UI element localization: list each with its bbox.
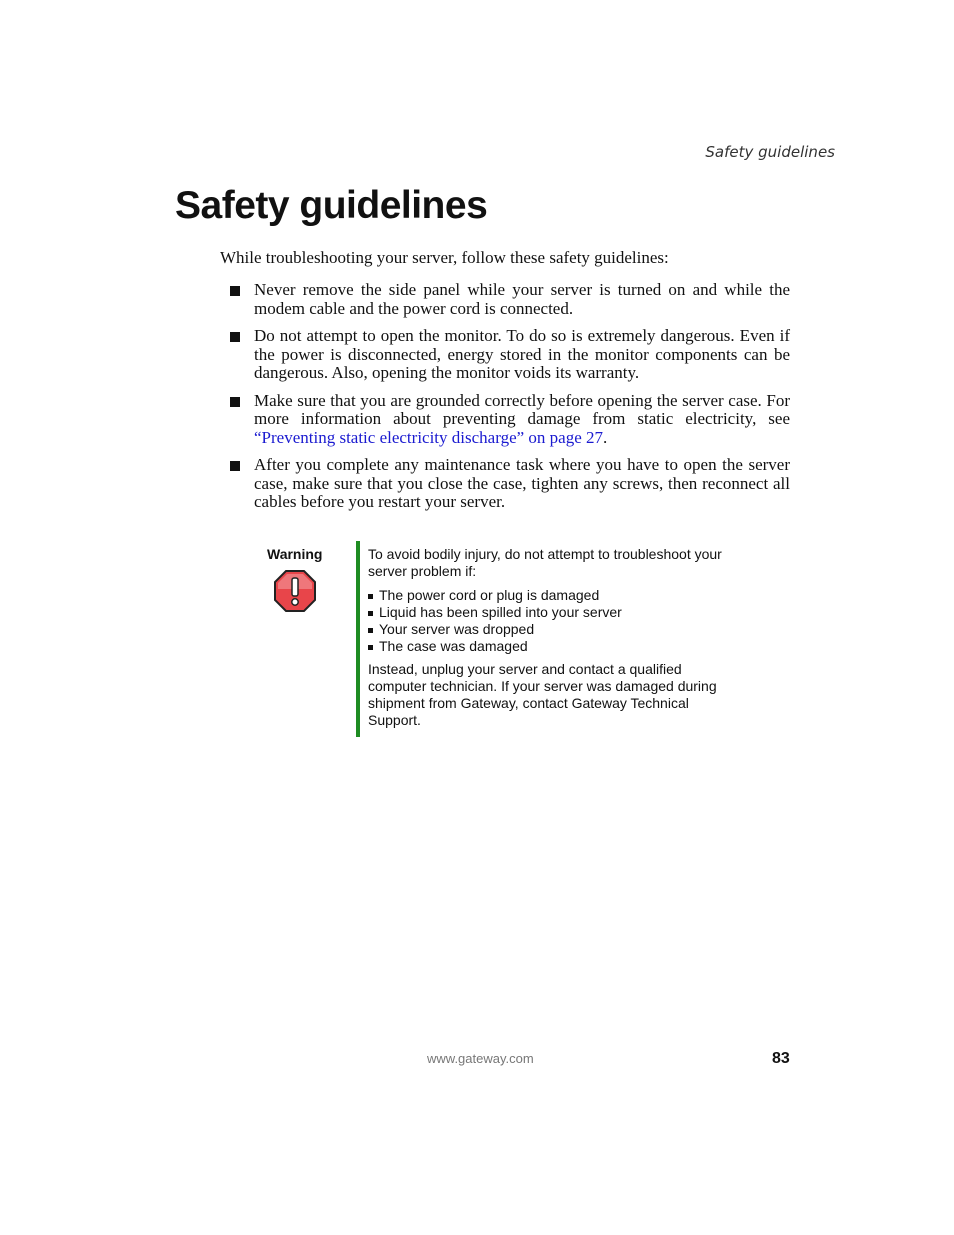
list-item-text [254, 391, 790, 447]
page-title: Safety guidelines [175, 184, 488, 227]
warning-body [368, 546, 738, 729]
list-item [230, 456, 790, 512]
footer-url: www.gateway.com [427, 1051, 534, 1066]
static-electricity-link[interactable]: “Preventing static electricity discharge” on page 27 [254, 427, 603, 447]
running-header: Safety guidelines [705, 143, 835, 161]
square-bullet-icon [230, 332, 240, 342]
page-number: 83 [772, 1050, 790, 1067]
safety-guidelines-list [230, 281, 790, 521]
list-item-text-before: Make sure that you are grounded correctly before opening the server case. For more information about preventing damage from static electricity, see [254, 390, 790, 428]
list-item [230, 392, 790, 448]
warning-stop-icon [273, 569, 317, 613]
list-item-text: Do not attempt to open the monitor. To do so is extremely dangerous. Even if the power is disconnected, energy stored in the monitor components can be dangerous. Also, opening the monitor voids its warranty. [254, 326, 790, 382]
list-item: The power cord or plug is damaged [368, 587, 738, 604]
list-item: Your server was dropped [368, 621, 738, 638]
warning-side-bar [356, 541, 360, 737]
warning-conditions-list [368, 587, 738, 655]
list-item [230, 281, 790, 318]
square-bullet-icon [230, 397, 240, 407]
list-item-text-after: . [603, 427, 608, 447]
warning-label: Warning [267, 546, 323, 562]
square-bullet-icon [230, 286, 240, 296]
list-item-text: After you complete any maintenance task where you have to open the server case, make sure that you close the case, tighten any screws, then reconnect all cables before you restart your server. [254, 455, 790, 511]
square-bullet-icon [230, 461, 240, 471]
warning-closing: Instead, unplug your server and contact a qualified computer technician. If your server was damaged during shipment from Gateway, contact Gateway Technical Support. [368, 661, 717, 728]
list-item-text: Never remove the side panel while your server is turned on and while the modem cable and the power cord is connected. [254, 280, 790, 318]
list-item: The case was damaged [368, 638, 738, 655]
warning-intro: To avoid bodily injury, do not attempt to troubleshoot your server problem if: [368, 546, 722, 579]
intro-paragraph: While troubleshooting your server, follow these safety guidelines: [220, 248, 669, 267]
list-item: Liquid has been spilled into your server [368, 604, 738, 621]
list-item [230, 327, 790, 383]
